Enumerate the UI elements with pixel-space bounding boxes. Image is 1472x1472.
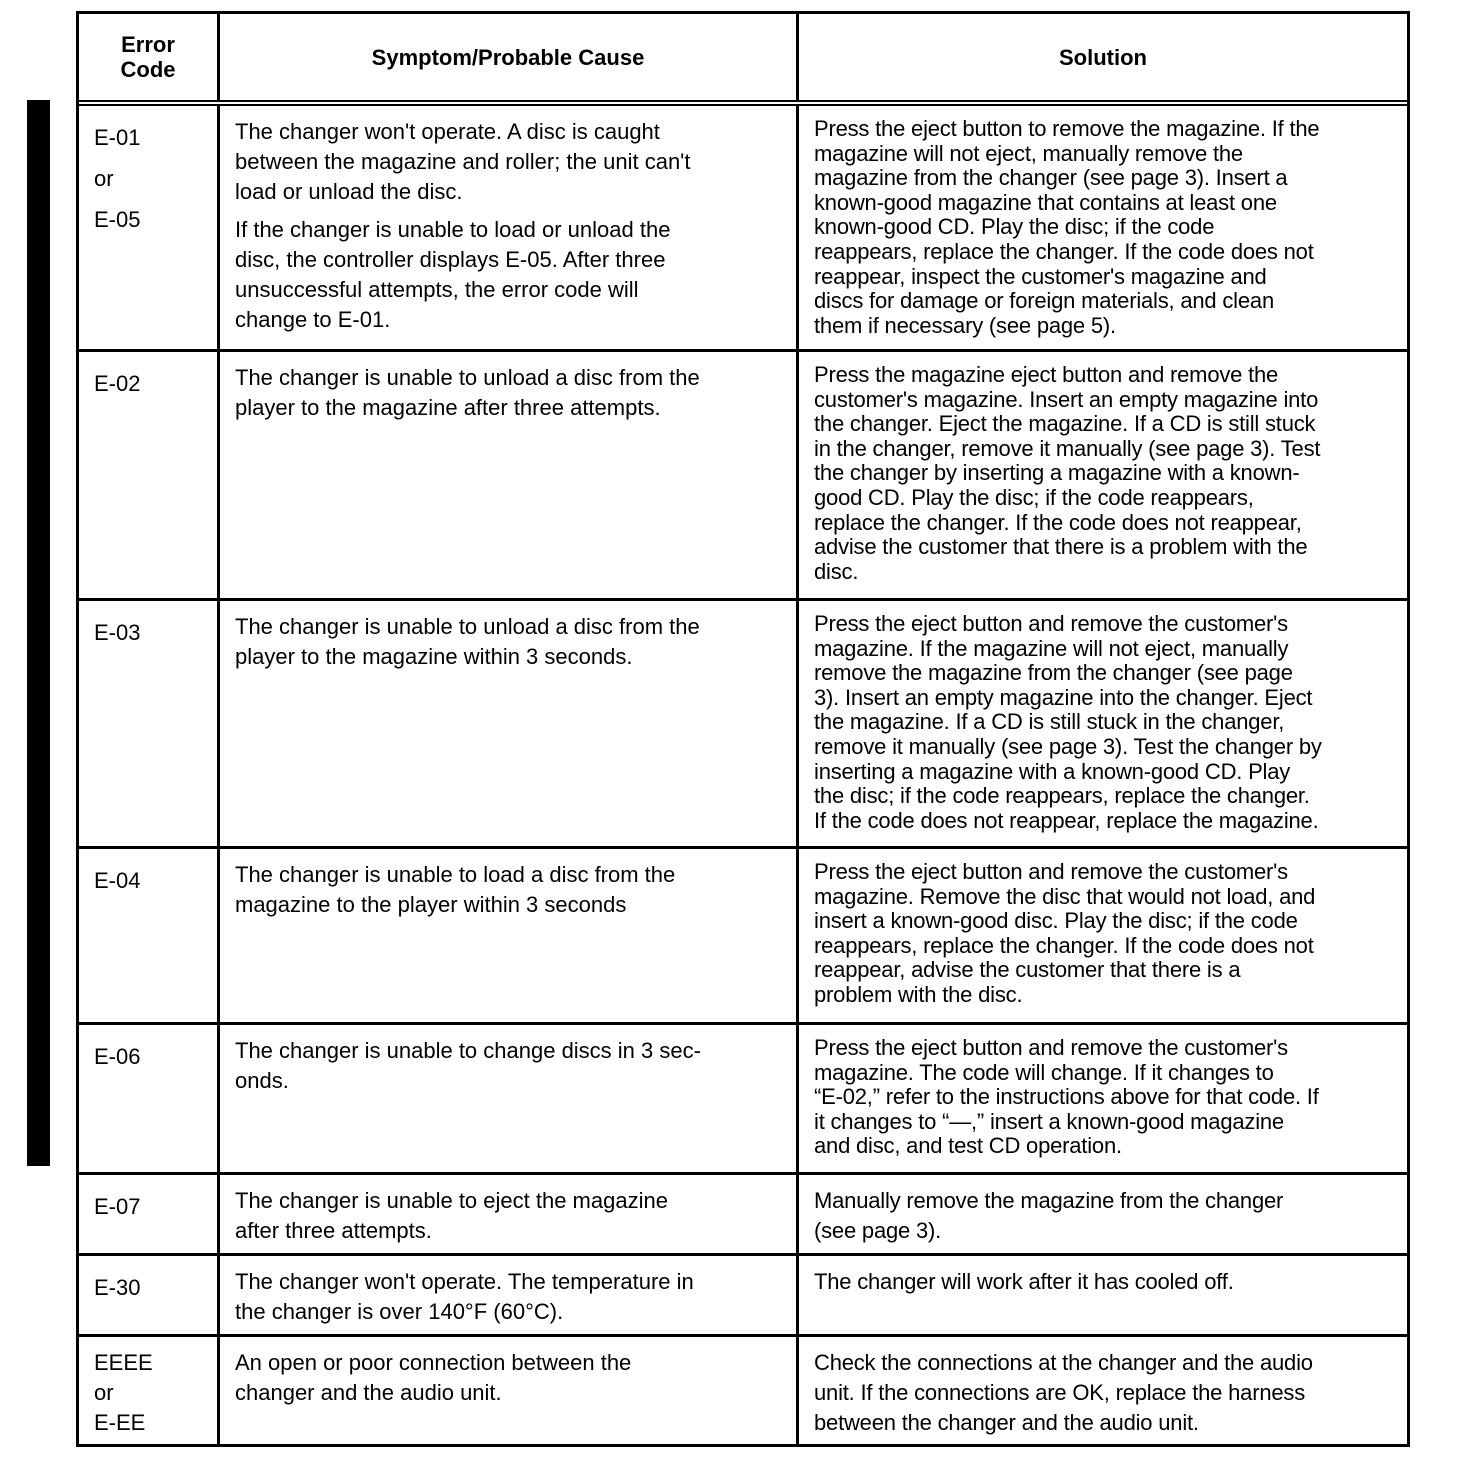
solution-line: “E-02,” refer to the instructions above for that code. If: [814, 1084, 1319, 1110]
symptom-line: the changer is over 140°F (60°C).: [235, 1299, 564, 1324]
solution-line: in the changer, remove it manually (see page 3). Test: [814, 435, 1321, 461]
symptom-cell: [220, 601, 799, 846]
symptom-paragraph: [235, 363, 796, 423]
solution-line: Press the magazine eject button and remove the: [814, 362, 1279, 387]
error-code-table: [76, 11, 1410, 1447]
solution-line: magazine. Remove the disc that would not load, and: [814, 883, 1316, 909]
solution-line: Press the eject button to remove the magazine. If the: [814, 116, 1320, 141]
error-code-line: E-30: [94, 1275, 141, 1300]
solution-line: Check the connections at the changer and the audio: [814, 1350, 1313, 1375]
header-code-line: Code: [120, 57, 176, 82]
error-code-cell: [79, 1337, 220, 1447]
symptom-cell: [220, 352, 799, 598]
symptom-paragraph: [235, 117, 796, 207]
error-code-line: E-06: [94, 1044, 141, 1069]
error-code-line: or: [94, 166, 114, 191]
error-code-line: E-04: [94, 868, 141, 893]
symptom-cell: [220, 106, 799, 349]
error-code-line: E-EE: [94, 1410, 146, 1435]
solution-line: reappear, inspect the customer's magazine and: [814, 263, 1267, 289]
symptom-line: An open or poor connection between the: [235, 1350, 632, 1375]
solution-line: the changer. Eject the magazine. If a CD is still stuck: [814, 411, 1316, 437]
symptom-paragraph: [235, 612, 796, 672]
solution-line: The changer will work after it has cooled off.: [814, 1269, 1234, 1294]
table-row: [79, 1175, 1407, 1256]
solution-line: remove the magazine from the changer (see page: [814, 660, 1293, 686]
symptom-cell: [220, 1256, 799, 1334]
symptom-line: The changer is unable to load a disc from the: [235, 862, 676, 887]
solution-line: Press the eject button and remove the customer's: [814, 611, 1288, 636]
solution-cell: [799, 1337, 1407, 1447]
symptom-paragraph: [235, 1267, 796, 1327]
symptom-paragraph: [235, 1186, 796, 1246]
symptom-line: The changer won't operate. A disc is caught: [235, 119, 660, 144]
solution-cell: [799, 849, 1407, 1022]
header-error-code: [79, 14, 220, 100]
symptom-line: after three attempts.: [235, 1218, 432, 1243]
error-code-line: or: [94, 1380, 114, 1405]
solution-line: magazine will not eject, manually remove the: [814, 140, 1243, 166]
solution-line: reappears, replace the changer. If the code does not: [814, 238, 1314, 264]
solution-line: reappear, advise the customer that there is a: [814, 957, 1241, 983]
header-symptom: Symptom/Probable Cause: [220, 14, 799, 100]
solution-cell: [799, 1256, 1407, 1334]
solution-line: replace the changer. If the code does not reappear,: [814, 509, 1302, 535]
symptom-line: changer and the audio unit.: [235, 1380, 502, 1405]
symptom-cell: [220, 849, 799, 1022]
symptom-line: change to E-01.: [235, 307, 391, 332]
error-code-line: E-07: [94, 1194, 141, 1219]
symptom-line: The changer is unable to eject the magazine: [235, 1188, 668, 1213]
symptom-paragraph: [235, 860, 796, 920]
symptom-line: onds.: [235, 1068, 289, 1093]
table-row: [79, 849, 1407, 1025]
solution-line: remove it manually (see page 3). Test the changer by: [814, 733, 1322, 759]
solution-line: Manually remove the magazine from the changer: [814, 1188, 1284, 1213]
table-row: [79, 601, 1407, 849]
solution-line: 3). Insert an empty magazine into the changer. Eject: [814, 684, 1313, 710]
solution-line: reappears, replace the changer. If the code does not: [814, 932, 1314, 958]
solution-line: magazine. The code will change. If it changes to: [814, 1059, 1274, 1085]
error-code-cell: [79, 849, 220, 1022]
table-row: [79, 106, 1407, 352]
symptom-paragraph: [235, 1036, 796, 1096]
error-code-cell: [79, 352, 220, 598]
error-code-cell: [79, 106, 220, 349]
symptom-line: player to the magazine after three attempts.: [235, 395, 661, 420]
solution-line: known-good magazine that contains at least one: [814, 189, 1277, 215]
symptom-paragraph: [235, 1348, 796, 1408]
solution-cell: [799, 601, 1407, 846]
solution-cell: [799, 1025, 1407, 1172]
symptom-line: The changer is unable to unload a disc from the: [235, 614, 700, 639]
symptom-paragraph: [235, 215, 796, 335]
solution-line: Press the eject button and remove the customer's: [814, 859, 1288, 884]
error-code-line: E-01: [94, 125, 141, 150]
error-code-line: E-03: [94, 620, 141, 645]
symptom-line: The changer is unable to change discs in 3 sec-: [235, 1038, 701, 1063]
solution-line: advise the customer that there is a problem with the: [814, 534, 1308, 560]
solution-cell: [799, 1175, 1407, 1253]
solution-line: customer's magazine. Insert an empty magazine into: [814, 386, 1319, 412]
error-code-cell: [79, 601, 220, 846]
table-row: [79, 1256, 1407, 1337]
table-header: [79, 14, 1407, 106]
section-marker-bar: [27, 100, 50, 1166]
solution-line: magazine. If the magazine will not eject, manually: [814, 635, 1289, 661]
error-code-cell: [79, 1025, 220, 1172]
solution-line: (see page 3).: [814, 1218, 942, 1243]
header-code-line: Error: [121, 32, 175, 57]
symptom-cell: [220, 1337, 799, 1447]
symptom-line: unsuccessful attempts, the error code will: [235, 277, 639, 302]
solution-line: the magazine. If a CD is still stuck in the changer,: [814, 709, 1285, 735]
symptom-line: player to the magazine within 3 seconds.: [235, 644, 633, 669]
error-code-line: E-05: [94, 207, 141, 232]
symptom-line: load or unload the disc.: [235, 179, 463, 204]
table-row: [79, 352, 1407, 601]
symptom-line: If the changer is unable to load or unload the: [235, 217, 671, 242]
symptom-line: The changer won't operate. The temperature in: [235, 1269, 694, 1294]
solution-line: and disc, and test CD operation.: [814, 1133, 1122, 1159]
solution-line: Press the eject button and remove the customer's: [814, 1035, 1288, 1060]
solution-line: the changer by inserting a magazine with a known-: [814, 460, 1300, 486]
error-code-line: E-02: [94, 371, 141, 396]
table-row: [79, 1025, 1407, 1175]
solution-line: magazine from the changer (see page 3). Insert a: [814, 165, 1288, 191]
symptom-line: The changer is unable to unload a disc from the: [235, 365, 700, 390]
symptom-cell: [220, 1175, 799, 1253]
solution-cell: [799, 352, 1407, 598]
solution-line: inserting a magazine with a known-good CD. Play: [814, 758, 1291, 784]
solution-line: unit. If the connections are OK, replace the harness: [814, 1380, 1306, 1405]
solution-line: insert a known-good disc. Play the disc; if the code: [814, 908, 1298, 934]
symptom-line: magazine to the player within 3 seconds: [235, 892, 627, 917]
error-code-line: EEEE: [94, 1350, 153, 1375]
solution-line: discs for damage or foreign materials, and clean: [814, 288, 1274, 314]
symptom-line: between the magazine and roller; the unit can't: [235, 149, 691, 174]
symptom-cell: [220, 1025, 799, 1172]
solution-line: known-good CD. Play the disc; if the code: [814, 214, 1215, 240]
solution-line: problem with the disc.: [814, 981, 1023, 1007]
header-solution: Solution: [1059, 44, 1147, 70]
solution-line: between the changer and the audio unit.: [814, 1410, 1199, 1435]
solution-cell: [799, 106, 1407, 349]
solution-line: it changes to “—,” insert a known-good magazine: [814, 1108, 1284, 1134]
error-code-cell: [79, 1175, 220, 1253]
error-code-cell: [79, 1256, 220, 1334]
table-row: [79, 1337, 1407, 1447]
solution-line: If the code does not reappear, replace the magazine.: [814, 807, 1319, 833]
solution-line: the disc; if the code reappears, replace the changer.: [814, 783, 1310, 809]
solution-line: good CD. Play the disc; if the code reappears,: [814, 484, 1254, 510]
solution-line: disc.: [814, 558, 859, 584]
solution-line: them if necessary (see page 5).: [814, 312, 1116, 338]
symptom-line: disc, the controller displays E-05. After three: [235, 247, 666, 272]
